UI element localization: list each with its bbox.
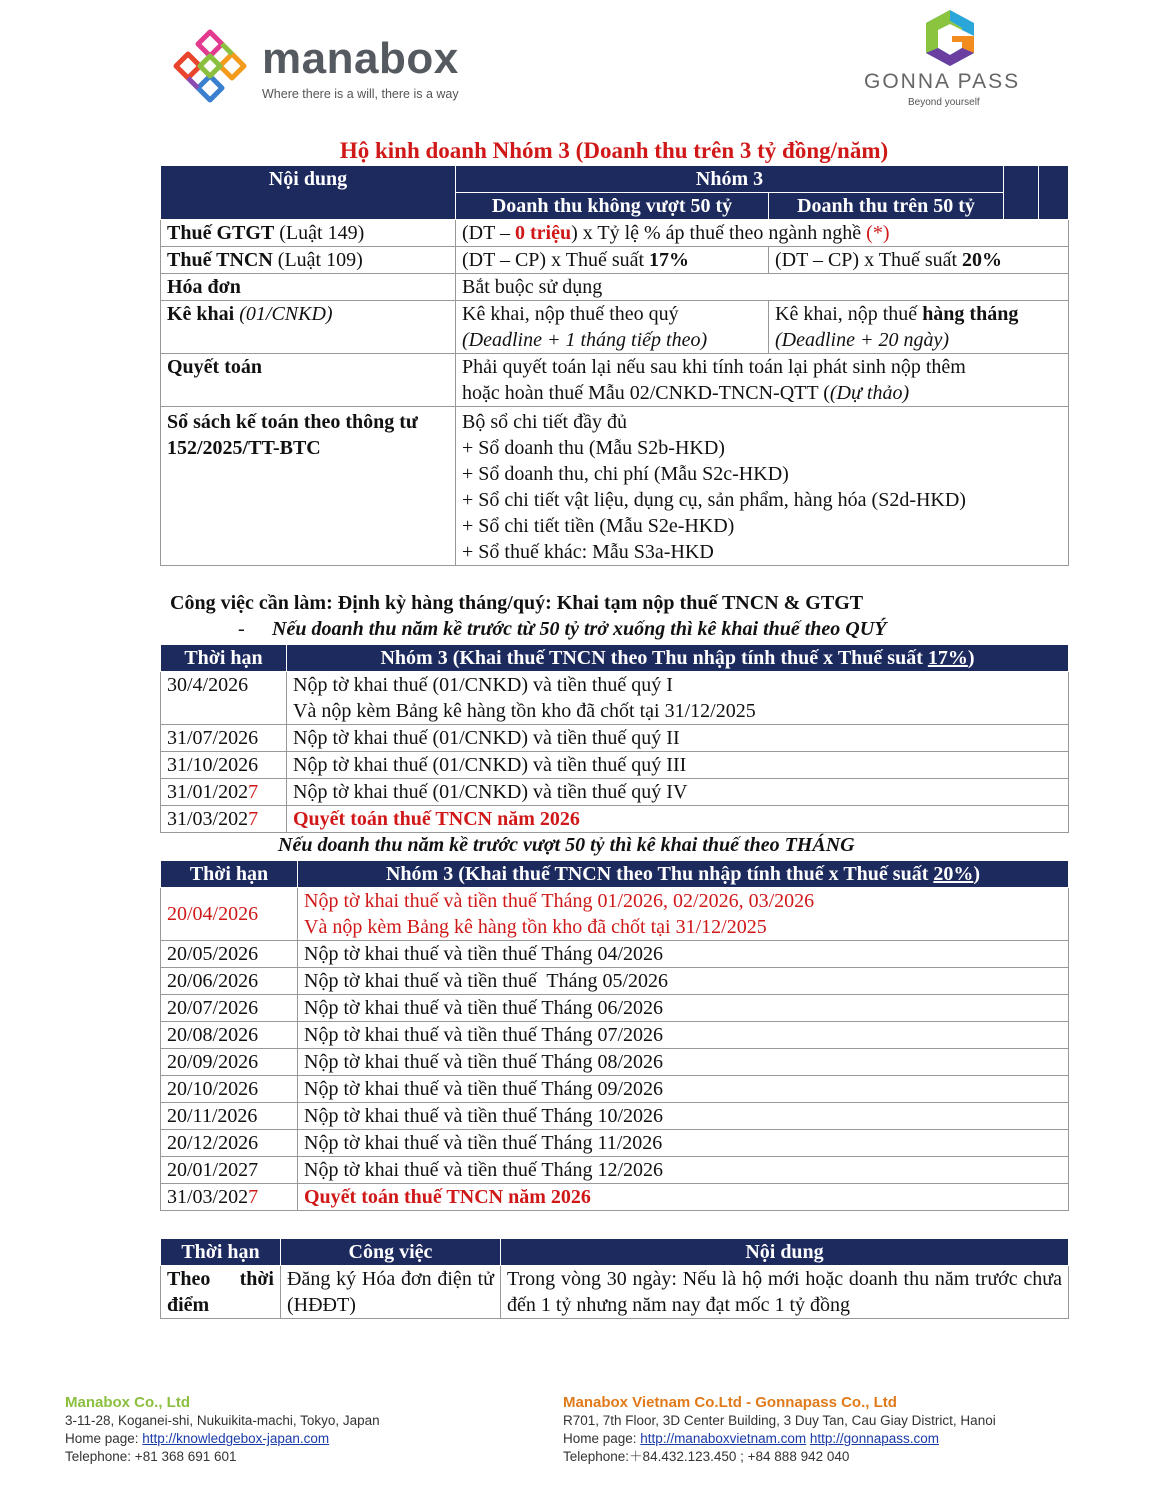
bookkeeping-label: Sổ sách kế toán theo thông tư 152/2025/TT-BTC bbox=[161, 407, 456, 566]
row-text: Nộp tờ khai thuế (01/CNKD) và tiền thuế quý I bbox=[293, 674, 673, 696]
table-row bbox=[161, 995, 1069, 1022]
row-text: Nộp tờ khai thuế và tiền thuế Tháng 07/2026 bbox=[298, 1022, 1069, 1049]
row-date: 20/11/2026 bbox=[161, 1103, 298, 1130]
bullet-quarter: Nếu doanh thu năm kề trước từ 50 tỷ trở xuống thì kê khai thuế theo QUÝ bbox=[272, 618, 887, 640]
table-row bbox=[161, 1184, 1069, 1211]
row-pit bbox=[161, 247, 1069, 274]
col-desc-rate: 17% bbox=[927, 647, 968, 669]
pit-formula-1: (DT – CP) x Thuế suất bbox=[462, 249, 650, 271]
group3-summary-table bbox=[160, 165, 1069, 566]
table-row bbox=[161, 888, 1069, 941]
invoice-value: Bắt buộc sử dụng bbox=[456, 274, 1069, 301]
row-date: 20/07/2026 bbox=[161, 995, 298, 1022]
invoice-label: Hóa đơn bbox=[161, 274, 456, 301]
row-text: Nộp tờ khai thuế và tiền thuế Tháng 12/2026 bbox=[298, 1157, 1069, 1184]
gonnapass-g-icon bbox=[922, 8, 978, 68]
page-title: Hộ kinh doanh Nhóm 3 (Doanh thu trên 3 tỷ đồng/năm) bbox=[339, 138, 889, 163]
row-invoice bbox=[161, 274, 1069, 301]
vat-label: Thuế GTGT bbox=[167, 222, 275, 244]
pit-rate-1: 17% bbox=[649, 249, 690, 271]
footer-right-company: Manabox Vietnam Co.Ltd - Gonnapass Co., Ltd bbox=[563, 1394, 897, 1411]
vat-formula-b: ) x Tỷ lệ % áp thuế theo ngành nghề bbox=[571, 222, 867, 244]
brand-right: GONNA PASS bbox=[864, 70, 1021, 93]
settlement-draft: (Dự thảo) bbox=[829, 382, 910, 404]
pit-formula-2: (DT – CP) x Thuế suất bbox=[775, 249, 963, 271]
table-row bbox=[161, 672, 1069, 725]
monthly-schedule-table bbox=[160, 860, 1069, 1211]
col-revenue-under-50: Doanh thu không vượt 50 tỷ bbox=[456, 193, 769, 220]
row-date: 20/05/2026 bbox=[161, 941, 298, 968]
table-row bbox=[161, 752, 1069, 779]
declaration-monthly-deadline: (Deadline + 20 ngày) bbox=[775, 329, 950, 351]
footer-right-home-label: Home page: bbox=[563, 1431, 641, 1446]
section-heading: Công việc cần làm: Định kỳ hàng tháng/quý: Khai tạm nộp thuế TNCN & GTGT bbox=[170, 592, 864, 614]
footer-left-tel: Telephone: +81 368 691 601 bbox=[65, 1449, 237, 1464]
row-date: 20/01/2027 bbox=[161, 1157, 298, 1184]
row-date: 30/4/2026 bbox=[161, 672, 287, 725]
col-deadline: Thời hạn bbox=[161, 1239, 281, 1266]
row-text: Nộp tờ khai thuế (01/CNKD) và tiền thuế quý III bbox=[287, 752, 1069, 779]
declaration-quarterly-deadline: (Deadline + 1 tháng tiếp theo) bbox=[462, 329, 708, 351]
footer-right-tel: Telephone:＋84.432.123.450 ; +84 888 942 040 bbox=[563, 1449, 850, 1464]
quarterly-schedule-table bbox=[160, 644, 1069, 833]
row-bookkeeping bbox=[161, 407, 1069, 566]
vat-formula-a: (DT – bbox=[462, 222, 515, 244]
table-row bbox=[161, 1022, 1069, 1049]
settlement-line1: Phải quyết toán lại nếu sau khi tính toán lại phát sinh nộp thêm bbox=[462, 356, 966, 378]
footer-left-company: Manabox Co., Ltd bbox=[65, 1394, 190, 1411]
row-date: 31/03/202 bbox=[167, 1186, 249, 1208]
row-text: Nộp tờ khai thuế và tiền thuế Tháng 11/2026 bbox=[298, 1130, 1069, 1157]
declaration-label: Kê khai bbox=[167, 303, 235, 325]
col-desc-b: ) bbox=[973, 863, 981, 885]
row-text-settlement: Quyết toán thuế TNCN năm 2026 bbox=[298, 1184, 1069, 1211]
vat-formula-red: 0 triệu bbox=[514, 222, 572, 244]
row-text: Nộp tờ khai thuế và tiền thuế Tháng 06/2026 bbox=[298, 995, 1069, 1022]
col-desc-rate: 20% bbox=[933, 863, 974, 885]
table-row bbox=[161, 1103, 1069, 1130]
settlement-line2: hoặc hoàn thuế Mẫu 02/CNKD-TNCN-QTT ( bbox=[462, 382, 830, 404]
row-deadline: Theo thời điểm bbox=[161, 1266, 281, 1319]
brand-left: manabox bbox=[262, 34, 459, 83]
row-date-red: 7 bbox=[248, 1186, 259, 1208]
gonnapass-logo bbox=[862, 8, 1042, 108]
row-text: Nộp tờ khai thuế và tiền thuế Tháng 10/2026 bbox=[298, 1103, 1069, 1130]
bookkeeping-line: Bộ sổ chi tiết đầy đủ bbox=[462, 411, 627, 433]
bullet-dash: - bbox=[238, 618, 245, 640]
footer-left bbox=[65, 1394, 380, 1466]
declaration-monthly-bold: hàng tháng bbox=[922, 303, 1019, 325]
pit-label: Thuế TNCN bbox=[167, 249, 273, 271]
col-content: Nội dung bbox=[501, 1239, 1069, 1266]
col-content: Nội dung bbox=[161, 166, 456, 220]
bookkeeping-line: + Sổ chi tiết vật liệu, dụng cụ, sản phẩm, hàng hóa (S2d-HKD) bbox=[462, 489, 966, 511]
bookkeeping-line: + Sổ doanh thu, chi phí (Mẫu S2c-HKD) bbox=[462, 463, 789, 485]
table-row bbox=[161, 1157, 1069, 1184]
row-text-2: Và nộp kèm Bảng kê hàng tồn kho đã chốt tại 31/12/2025 bbox=[304, 916, 767, 938]
bookkeeping-line: + Sổ doanh thu (Mẫu S2b-HKD) bbox=[462, 437, 725, 459]
pit-rate-2: 20% bbox=[962, 249, 1003, 271]
einvoice-table bbox=[160, 1238, 1069, 1319]
declaration-form: (01/CNKD) bbox=[234, 303, 333, 325]
footer-left-home-label: Home page: bbox=[65, 1431, 143, 1446]
row-text: Nộp tờ khai thuế và tiền thuế Tháng 04/2026 bbox=[298, 941, 1069, 968]
row-date-red: 7 bbox=[248, 781, 259, 803]
table-row bbox=[161, 779, 1069, 806]
row-date: 20/09/2026 bbox=[161, 1049, 298, 1076]
row-text: Nộp tờ khai thuế và tiền thuế Tháng 05/2026 bbox=[298, 968, 1069, 995]
row-declaration bbox=[161, 301, 1069, 354]
row-date: 31/03/202 bbox=[167, 808, 249, 830]
row-text: Nộp tờ khai thuế và tiền thuế Tháng 01/2026, 02/2026, 03/2026 bbox=[304, 890, 815, 912]
table-row bbox=[161, 806, 1069, 833]
tagline-left: Where there is a will, there is a way bbox=[262, 87, 459, 101]
col-task: Công việc bbox=[281, 1239, 501, 1266]
row-date: 20/04/2026 bbox=[161, 888, 298, 941]
settlement-label: Quyết toán bbox=[161, 354, 456, 407]
row-text: Nộp tờ khai thuế (01/CNKD) và tiền thuế quý II bbox=[287, 725, 1069, 752]
declaration-quarterly: Kê khai, nộp thuế theo quý bbox=[462, 303, 679, 325]
vat-star: (*) bbox=[866, 222, 890, 244]
table-row bbox=[161, 1130, 1069, 1157]
footer-right bbox=[563, 1394, 996, 1466]
table-row bbox=[161, 1266, 1069, 1319]
row-date: 31/01/202 bbox=[167, 781, 249, 803]
footer-right-home-link-1[interactable]: http://manaboxvietnam.com bbox=[640, 1431, 807, 1446]
declaration-monthly: Kê khai, nộp thuế bbox=[775, 303, 923, 325]
col-desc-a: Nhóm 3 (Khai thuế TNCN theo Thu nhập tính thuế x Thuế suất bbox=[385, 863, 934, 885]
row-date: 20/10/2026 bbox=[161, 1076, 298, 1103]
vat-law: (Luật 149) bbox=[274, 222, 365, 244]
table-row bbox=[161, 1076, 1069, 1103]
col-group3-pit17 bbox=[287, 645, 1069, 672]
col-deadline: Thời hạn bbox=[161, 645, 287, 672]
footer-left-home-link[interactable]: http://knowledgebox-japan.com bbox=[142, 1431, 330, 1446]
row-text-settlement: Quyết toán thuế TNCN năm 2026 bbox=[287, 806, 1069, 833]
bookkeeping-line: + Sổ chi tiết tiền (Mẫu S2e-HKD) bbox=[462, 515, 735, 537]
row-date: 20/06/2026 bbox=[161, 968, 298, 995]
row-text: Nộp tờ khai thuế và tiền thuế Tháng 08/2026 bbox=[298, 1049, 1069, 1076]
pit-law: (Luật 109) bbox=[272, 249, 363, 271]
tagline-right: Beyond yourself bbox=[908, 97, 980, 108]
manabox-flower-icon bbox=[170, 26, 250, 106]
row-content: Trong vòng 30 ngày: Nếu là hộ mới hoặc doanh thu năm trước chưa đến 1 tỷ nhưng năm nay đạt mốc 1 tỷ đồng bbox=[501, 1266, 1069, 1319]
row-settlement bbox=[161, 354, 1069, 407]
col-group3: Nhóm 3 bbox=[456, 166, 1004, 193]
footer-right-home-link-2[interactable]: http://gonnapass.com bbox=[809, 1431, 939, 1446]
col-revenue-over-50: Doanh thu trên 50 tỷ bbox=[769, 193, 1004, 220]
col-desc-a: Nhóm 3 (Khai thuế TNCN theo Thu nhập tính thuế x Thuế suất bbox=[380, 647, 928, 669]
row-date: 20/08/2026 bbox=[161, 1022, 298, 1049]
row-vat bbox=[161, 220, 1069, 247]
bookkeeping-line: + Sổ thuế khác: Mẫu S3a-HKD bbox=[462, 541, 714, 563]
row-date: 31/10/2026 bbox=[161, 752, 287, 779]
table-row bbox=[161, 941, 1069, 968]
footer-left-address: 3-11-28, Koganei-shi, Nukuikita-machi, Tokyo, Japan bbox=[65, 1413, 380, 1428]
footer-right-address: R701, 7th Floor, 3D Center Building, 3 Duy Tan, Cau Giay District, Hanoi bbox=[563, 1413, 996, 1428]
row-date-red: 7 bbox=[248, 808, 259, 830]
row-date: 31/07/2026 bbox=[161, 725, 287, 752]
table-row bbox=[161, 1049, 1069, 1076]
row-task: Đăng ký Hóa đơn điện tử (HĐĐT) bbox=[281, 1266, 501, 1319]
col-deadline: Thời hạn bbox=[161, 861, 298, 888]
table-row bbox=[161, 725, 1069, 752]
row-text: Nộp tờ khai thuế (01/CNKD) và tiền thuế quý IV bbox=[287, 779, 1069, 806]
table-row bbox=[161, 968, 1069, 995]
col-desc-b: ) bbox=[967, 647, 975, 669]
row-text: Nộp tờ khai thuế và tiền thuế Tháng 09/2026 bbox=[298, 1076, 1069, 1103]
manabox-logo bbox=[170, 26, 490, 106]
bullet-month: Nếu doanh thu năm kề trước vượt 50 tỷ thì kê khai thuế theo THÁNG bbox=[278, 834, 855, 856]
row-date: 20/12/2026 bbox=[161, 1130, 298, 1157]
col-group3-pit20 bbox=[298, 861, 1069, 888]
row-text-2: Và nộp kèm Bảng kê hàng tồn kho đã chốt tại 31/12/2025 bbox=[293, 700, 756, 722]
